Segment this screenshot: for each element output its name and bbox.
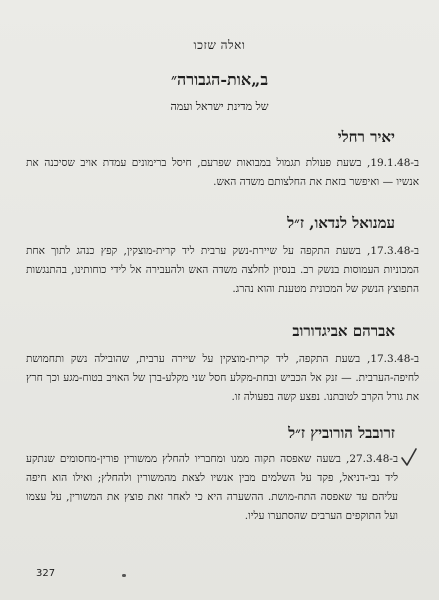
entry-paragraph-2: ב-17.3.48, בשעת התקפה על שיירת-נשק ערבית ליד קרית-מוצקין, קפץ כנהג לתוך אחת המכוניות העמוסות בנשק רב. בנסיון לחלצה משדה האש ולהעבירה אל לידי כוחותינו, בהתנגשות התפוצץ הנשק של המכונית מטענת והוא נהרג. xyxy=(26,245,419,295)
page-number: 327 xyxy=(36,568,56,579)
entry-heading-2: עמנואל לנדאו, ז״ל xyxy=(287,214,395,232)
entry-paragraph-1: ב-19.1.48, בשעת פעולת תגמול במבואות שפרעם, חיסל ברימונים עמדת אויב שסיכנה את אנשיו — ואיפשר בזאת את החלצותם משדה האש. xyxy=(26,157,419,188)
page-kicker: ואלה שזכו xyxy=(193,38,246,52)
handwritten-checkmark-icon xyxy=(400,446,418,468)
page-title: ב„אות-הגבורה״ xyxy=(170,70,269,89)
page-subtitle: של מדינת ישראל ועמה xyxy=(170,100,269,113)
entry-heading-4: זרובבל הורוביץ ז״ל xyxy=(288,424,395,442)
entry-paragraph-3: ב-17.3.48, בשעת התקפה, ליד קרית-מוצקין על שיירה ערבית, שהובילה נשק ותחמושת לחיפה-הערבית. — זנק אל הכביש ובחת-מקלע חסל שני מקלע-ברן של האויב בטוח-מגע וכך חרץ את גורל הקרב לטובתנו. נפצע קשה בפעולה זו. xyxy=(26,353,419,403)
ink-mark xyxy=(122,574,126,577)
entry-heading-3: אברהם אביגדורוב xyxy=(292,322,395,340)
entry-paragraph-4: ב-27.3.48, בשעה שאפסה תקוה ממנו ומחבריו להחלץ ממשורין פורין-מחסומים שנתקע ליד נבי-דניאל, פקד על השלמים מבין אנשיו לצאת מהמשורין ולהחלץ; ואילו הוא חיפה עליהם עד שאפסה התח-מושת. ההשערה היא כי לאחר זאת פוצץ את המשורין, על עצמו ועל התוקפים הערבים שהסתערו עליו. xyxy=(26,453,398,522)
entry-heading-1: יאיר רחלי xyxy=(337,128,395,146)
